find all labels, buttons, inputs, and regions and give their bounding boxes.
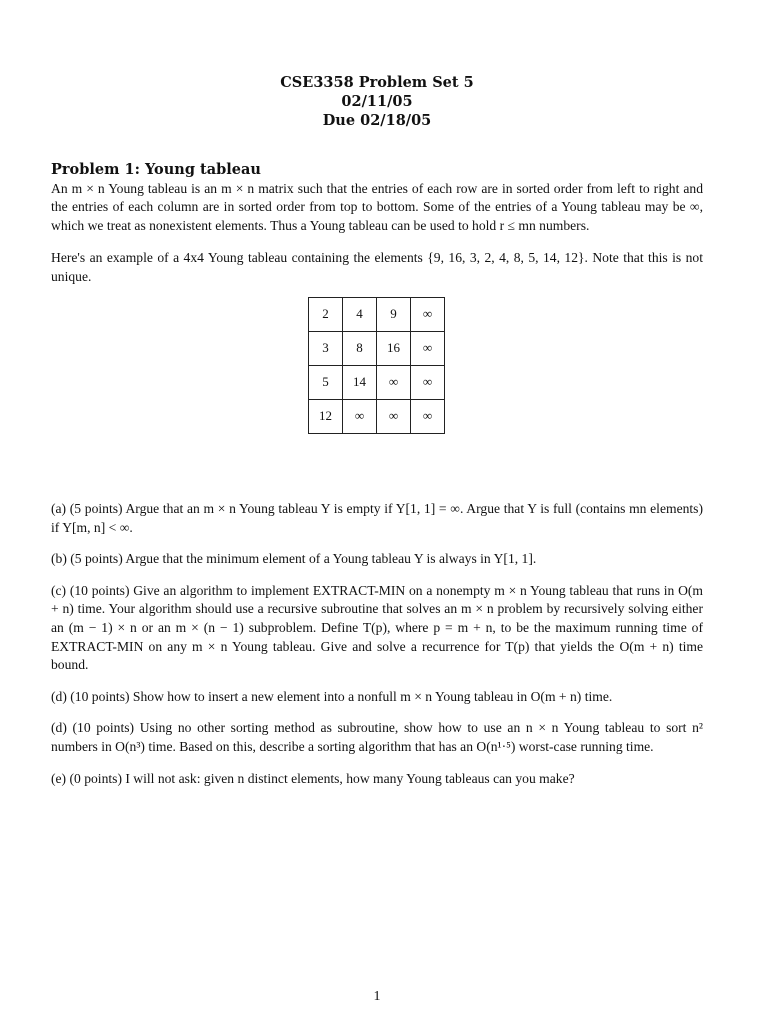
tableau-cell: 8 xyxy=(343,331,377,365)
example-text: Here's an example of a 4x4 Young tableau containing the elements {9, 16, 3, 2, 4, 8, 5, 14, 12}. Note that this is not unique. xyxy=(51,250,703,284)
tableau-row xyxy=(309,331,445,365)
tableau-cell: 14 xyxy=(343,365,377,399)
tableau-cell: 12 xyxy=(309,399,343,433)
tableau-cell: ∞ xyxy=(343,399,377,433)
issue-date: 02/11/05 xyxy=(341,93,413,110)
tableau-container xyxy=(308,297,703,434)
tableau-cell: ∞ xyxy=(377,399,411,433)
part-d-insert: (d) (10 points) Show how to insert a new element into a nonfull m × n Young tableau in O(m + n) time. xyxy=(51,688,613,704)
tableau-cell: ∞ xyxy=(377,365,411,399)
problem-parts xyxy=(51,500,703,801)
part-e: (e) (0 points) I will not ask: given n distinct elements, how many Young tableaus can you make? xyxy=(51,770,575,786)
tableau-cell: ∞ xyxy=(411,399,445,433)
tableau-cell: 9 xyxy=(377,297,411,331)
tableau-cell: 4 xyxy=(343,297,377,331)
young-tableau xyxy=(308,297,445,434)
tableau-cell: ∞ xyxy=(411,331,445,365)
problem-section xyxy=(51,161,703,434)
page-number: 1 xyxy=(373,989,381,1004)
tableau-row xyxy=(309,365,445,399)
part-a: (a) (5 points) Argue that an m × n Young tableau Y is empty if Y[1, 1] = ∞. Argue that Y is full (contains mn elements) if Y[m, n] < ∞. xyxy=(51,501,703,535)
tableau-cell: 5 xyxy=(309,365,343,399)
tableau-cell: ∞ xyxy=(411,365,445,399)
tableau-row xyxy=(309,297,445,331)
tableau-cell: ∞ xyxy=(411,297,445,331)
problem-title: Problem 1: Young tableau xyxy=(51,161,261,178)
part-b: (b) (5 points) Argue that the minimum element of a Young tableau Y is always in Y[1, 1]. xyxy=(51,551,537,567)
part-d-sort: (d) (10 points) Using no other sorting method as subroutine, show how to use an n × n Young tableau to sort n² numbers in O(n³) time. Based on this, describe a sorting algorithm that has an O(n¹·⁵) worst-case running time. xyxy=(51,720,703,754)
tableau-cell: 16 xyxy=(377,331,411,365)
tableau-row xyxy=(309,399,445,433)
tableau-cell: 3 xyxy=(309,331,343,365)
document-header xyxy=(0,73,754,130)
due-date: Due 02/18/05 xyxy=(322,112,432,129)
course-title: CSE3358 Problem Set 5 xyxy=(280,74,474,91)
tableau-cell: 2 xyxy=(309,297,343,331)
part-c: (c) (10 points) Give an algorithm to implement EXTRACT-MIN on a nonempty m × n Young tableau that runs in O(m + n) time. Your algorithm should use a recursive subroutine that solves an m × n problem by recursively solving either an (m − 1) × n or an m × (n − 1) subproblem. Define T(p), where p = m + n, to be the maximum running time of EXTRACT-MIN on any m × n Young tableau. Give and solve a recurrence for T(p) that yields the O(m + n) time bound. xyxy=(51,582,703,673)
problem-intro: An m × n Young tableau is an m × n matrix such that the entries of each row are in sorted order from left to right and the entries of each column are in sorted order from top to bottom. Some of the entries of a Young tableau may be ∞, which we treat as nonexistent elements. Thus a Young tableau can be used to hold r ≤ mn numbers. xyxy=(51,180,703,233)
